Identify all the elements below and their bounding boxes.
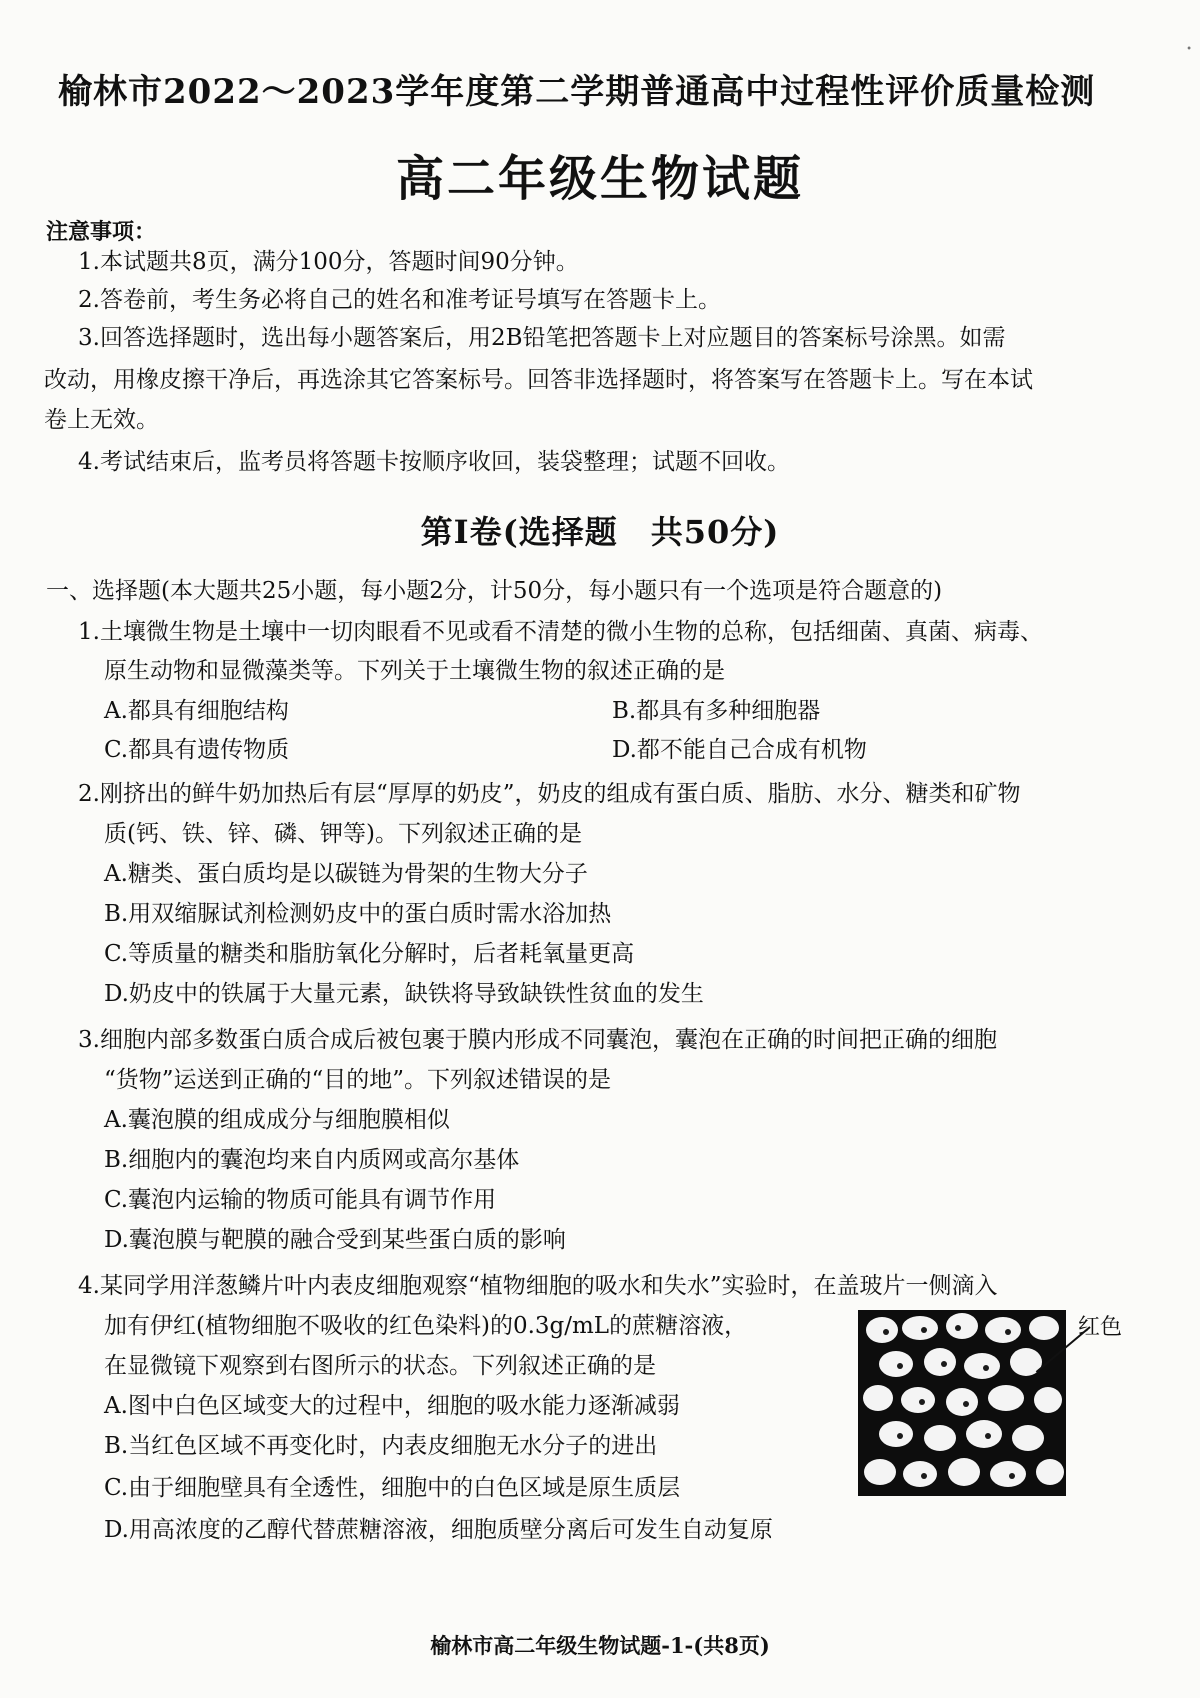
question-stem: 2.刚挤出的鲜牛奶加热后有层“厚厚的奶皮”，奶皮的组成有蛋白质、脂肪、水分、糖类和矿物 [78, 781, 1021, 807]
question-stem: 原生动物和显微藻类等。下列关于土壤微生物的叙述正确的是 [104, 658, 725, 684]
option-d: D.囊泡膜与靶膜的融合受到某些蛋白质的影响 [104, 1227, 566, 1253]
notice-item: 卷上无效。 [44, 407, 159, 433]
figure-label-red: 红色 [1078, 1315, 1123, 1340]
question-stem: 质(钙、铁、锌、磷、钾等)。下列叙述正确的是 [104, 821, 582, 847]
notice-item: 1.本试题共8页，满分100分，答题时间90分钟。 [78, 249, 579, 275]
option-c: C.囊泡内运输的物质可能具有调节作用 [104, 1187, 497, 1213]
option-c: C.由于细胞壁具有全透性，细胞中的白色区域是原生质层 [104, 1475, 681, 1501]
page-footer: 榆林市高二年级生物试题-1-(共8页) [430, 1633, 770, 1658]
notice-title: 注意事项： [46, 219, 157, 245]
question-stem: 3.细胞内部多数蛋白质合成后被包裹于膜内形成不同囊泡，囊泡在正确的时间把正确的细胞 [78, 1027, 997, 1053]
question-stem: 在显微镜下观察到右图所示的状态。下列叙述正确的是 [104, 1353, 656, 1379]
option-b: B.细胞内的囊泡均来自内质网或高尔基体 [104, 1147, 520, 1173]
option-d: D.都不能自己合成有机物 [612, 737, 867, 763]
option-b: B.用双缩脲试剂检测奶皮中的蛋白质时需水浴加热 [104, 901, 612, 927]
question-stem: “货物”运送到正确的“目的地”。下列叙述错误的是 [104, 1067, 612, 1093]
cell-micrograph-figure [858, 1310, 1066, 1496]
question-stem: 加有伊红(植物细胞不吸收的红色染料)的0.3g/mL的蔗糖溶液， [104, 1313, 748, 1339]
question-stem: 4.某同学用洋葱鳞片叶内表皮细胞观察“植物细胞的吸水和失水”实验时，在盖玻片一侧滴入 [78, 1273, 998, 1299]
notice-item: 改动，用橡皮擦干净后，再选涂其它答案标号。回答非选择题时，将答案写在答题卡上。写在本试 [44, 367, 1033, 393]
question-stem: 1.土壤微生物是土壤中一切肉眼看不见或看不清楚的微小生物的总称，包括细菌、真菌、病毒、 [78, 619, 1043, 645]
section-title: 第Ⅰ卷(选择题 共50分) [420, 513, 780, 551]
cell-micrograph-svg [858, 1310, 1066, 1496]
option-a: A.囊泡膜的组成成分与细胞膜相似 [104, 1107, 450, 1133]
part-title: 一、选择题(本大题共25小题，每小题2分，计50分，每小题只有一个选项是符合题意的) [46, 578, 943, 604]
notice-item: 4.考试结束后，监考员将答题卡按顺序收回，装袋整理；试题不回收。 [78, 449, 790, 475]
option-a: A.糖类、蛋白质均是以碳链为骨架的生物大分子 [104, 861, 588, 887]
option-a: A.图中白色区域变大的过程中，细胞的吸水能力逐渐减弱 [104, 1393, 680, 1419]
exam-title: 榆林市2022～2023学年度第二学期普通高中过程性评价质量检测 [58, 72, 1096, 112]
scan-speck: • [1186, 44, 1192, 55]
notice-item: 2.答卷前，考生务必将自己的姓名和准考证号填写在答题卡上。 [78, 287, 721, 313]
subject-title: 高二年级生物试题 [395, 151, 804, 207]
notice-item: 3.回答选择题时，选出每小题答案后，用2B铅笔把答题卡上对应题目的答案标号涂黑。如需 [78, 325, 1006, 351]
option-d: D.奶皮中的铁属于大量元素，缺铁将导致缺铁性贫血的发生 [104, 981, 704, 1007]
option-b: B.当红色区域不再变化时，内表皮细胞无水分子的进出 [104, 1433, 658, 1459]
option-c: C.都具有遗传物质 [104, 737, 290, 763]
option-d: D.用高浓度的乙醇代替蔗糖溶液，细胞质壁分离后可发生自动复原 [104, 1517, 773, 1543]
option-c: C.等质量的糖类和脂肪氧化分解时，后者耗氧量更高 [104, 941, 635, 967]
option-a: A.都具有细胞结构 [104, 698, 289, 724]
option-b: B.都具有多种细胞器 [612, 698, 821, 724]
